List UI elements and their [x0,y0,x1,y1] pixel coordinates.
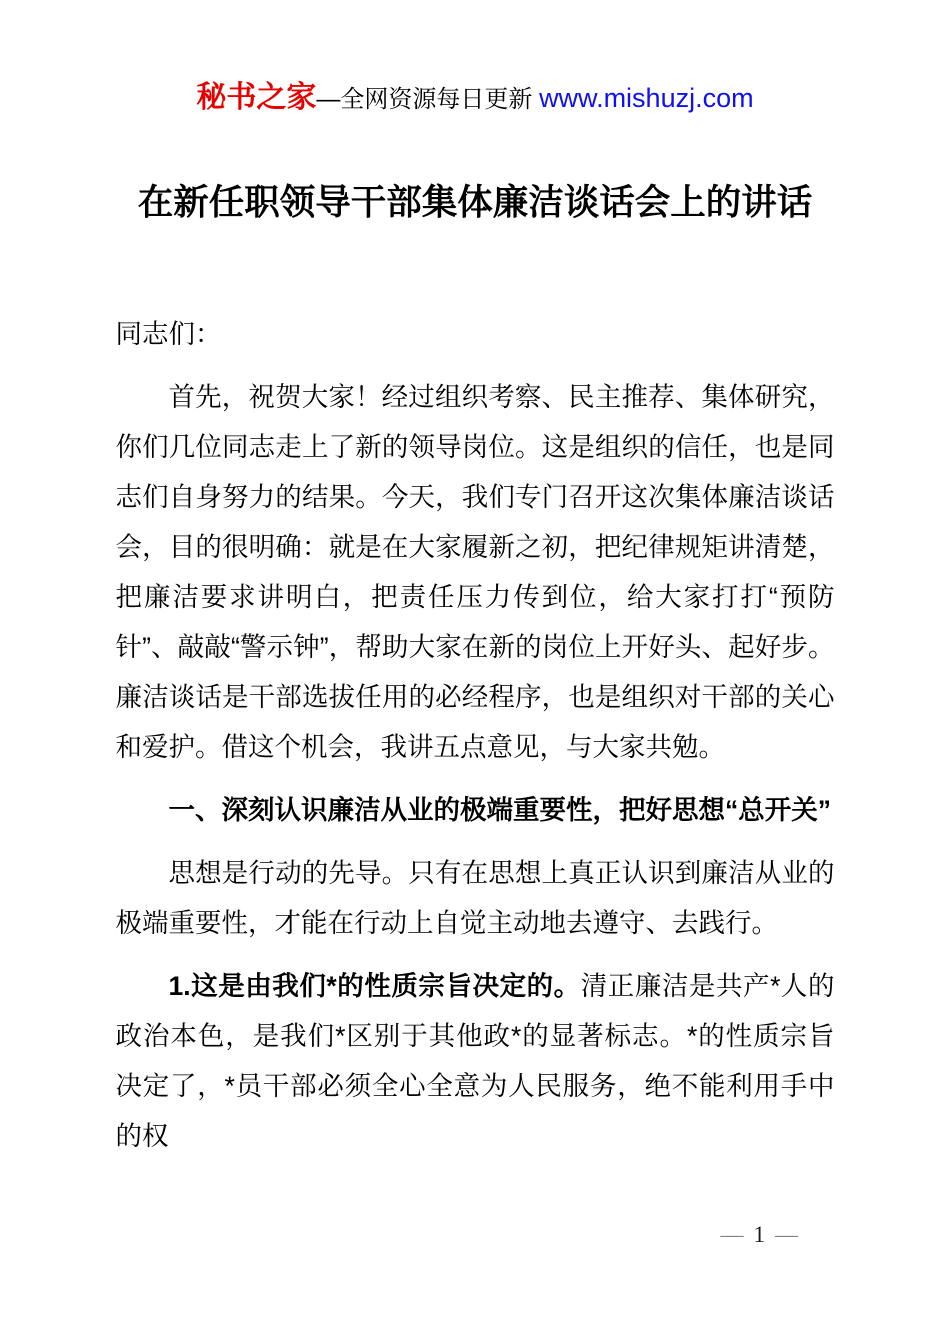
document-body [116,309,835,1161]
site-url-link[interactable]: www.mishuzj.com [539,83,754,113]
header-em-dash: — [316,86,341,113]
point-1-lead-bold: 1.这是由我们*的性质宗旨决定的。 [168,971,581,1001]
page-number: 1 [753,1222,765,1247]
site-tagline: 全网资源每日更新 [340,86,540,113]
point-1-body: 清正廉洁是共产*人的政治本色，是我们*区别于其他政*的显著标志。*的性质宗旨决定了，*员干部必须全心全意为人民服务，绝不能利用手中的权 [115,971,835,1151]
document-title: 在新任职领导干部集体廉洁谈话会上的讲话 [137,182,813,222]
paragraph-section1-lead: 思想是行动的先导。只有在思想上真正认识到廉洁从业的极端重要性，才能在行动上自觉主动地去遵守、去践行。 [115,858,835,938]
footer-left-dash: — [720,1222,744,1247]
site-brand-text: 秘书之家 [196,81,317,114]
paragraph-point-1 [116,961,835,1161]
paragraph-intro: 首先，祝贺大家！经过组织考察、民主推荐、集体研究，你们几位同志走上了新的领导岗位。这是组织的信任，也是同志们自身努力的结果。今天，我们专门召开这次集体廉洁谈话会，目的很明确：就是在大家履新之初，把纪律规矩讲清楚，把廉洁要求讲明白，把责任压力传到位，给大家打打“预防针”、敲敲“警示钟”，帮助大家在新的岗位上开好头、起好步。廉洁谈话是干部选拔任用的必经程序，也是组织对干部的关心和爱护。借这个机会，我讲五点意见，与大家共勉。 [115,382,835,762]
section-heading-1: 一、深刻认识廉洁从业的极端重要性，把好思想“总开关” [168,795,831,825]
site-header [0,0,950,121]
paragraph-salutation: 同志们： [115,319,222,349]
page-number-footer [721,1222,799,1248]
footer-right-dash: — [775,1222,798,1247]
